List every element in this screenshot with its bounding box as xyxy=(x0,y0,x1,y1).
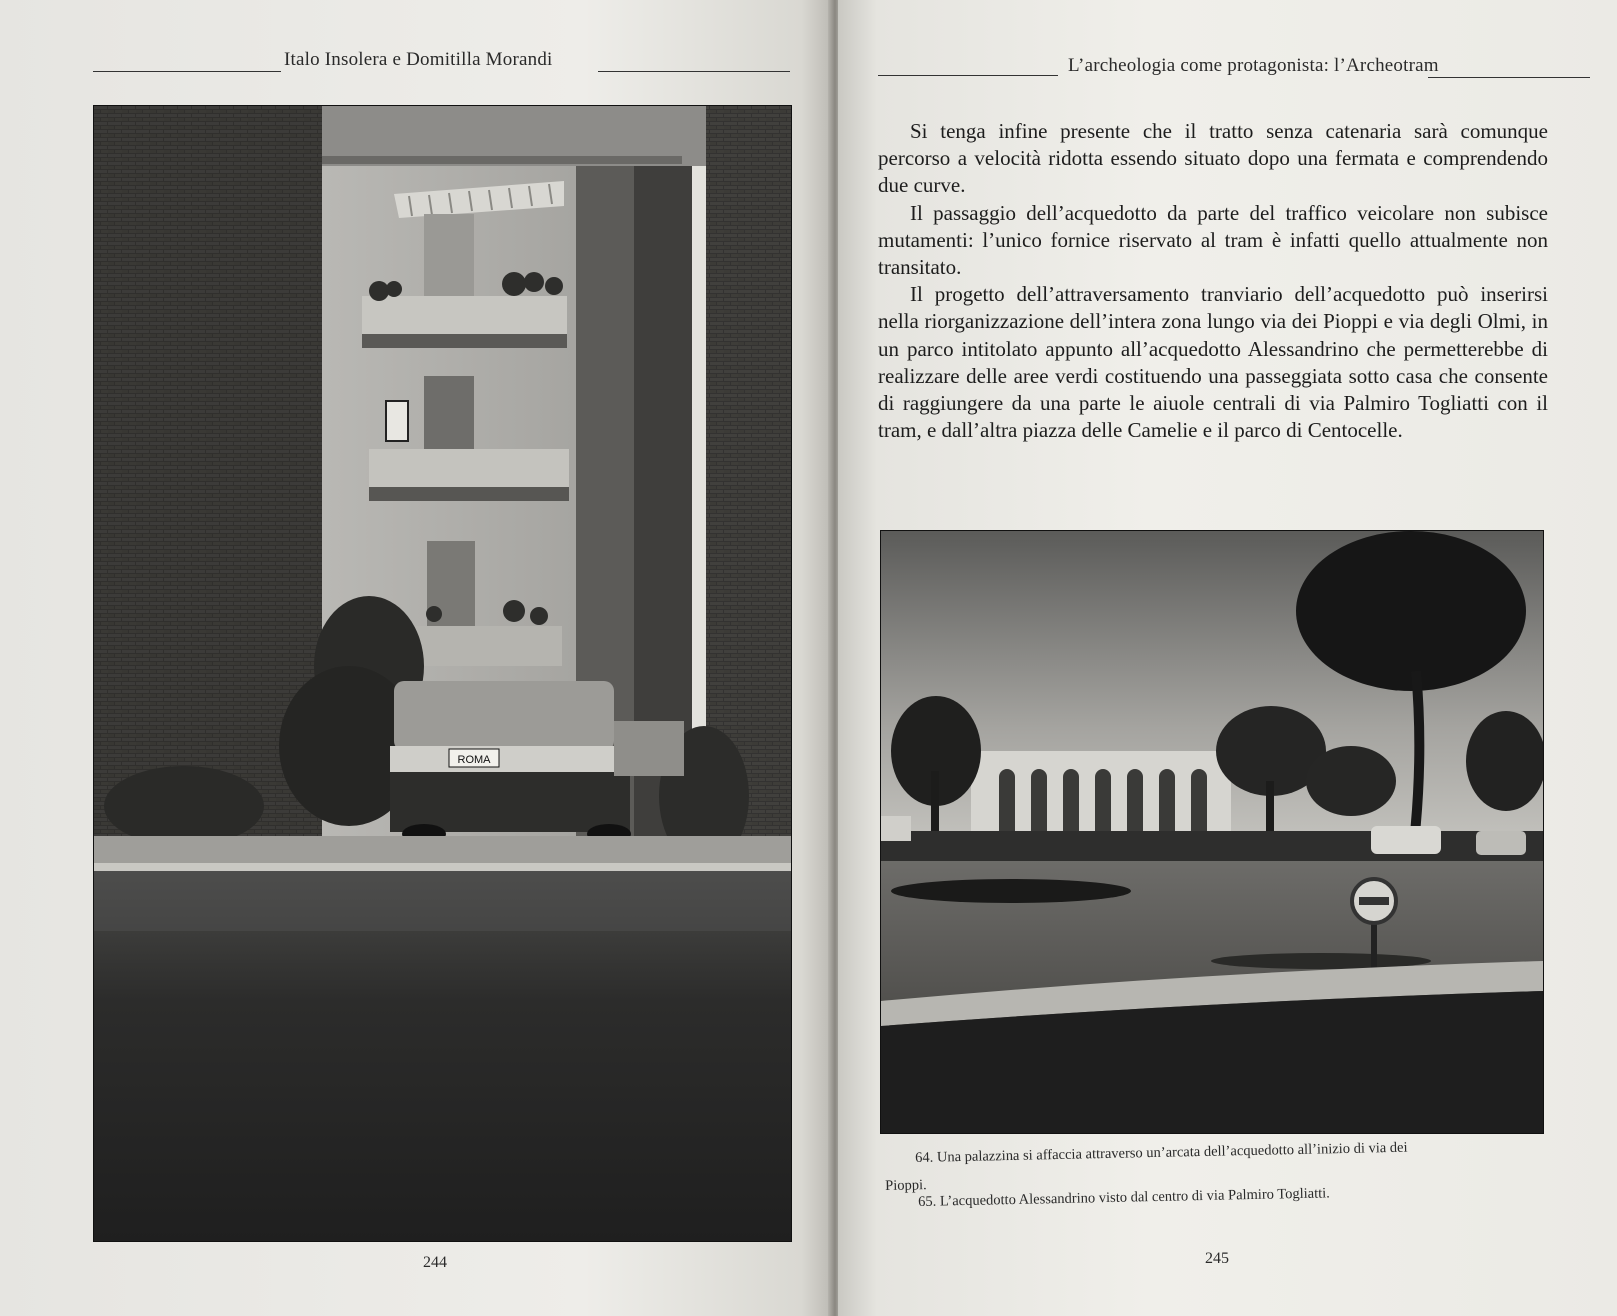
caption-64-line2: Pioppi. xyxy=(885,1177,927,1194)
running-head-left: Italo Insolera e Domitilla Morandi xyxy=(284,49,553,70)
paragraph-2: Il passaggio dell’acquedotto da parte del traffico veicolare non subisce mutamenti: l’unico fornice riservato al tram è infatti quello attualmente non transitato. xyxy=(878,200,1548,280)
page-number-left: 244 xyxy=(423,1254,447,1271)
license-plate: ROMA xyxy=(457,754,491,766)
caption-65: 65. L’acquedotto Alessandrino visto dal centro di via Palmiro Togliatti. xyxy=(918,1185,1331,1210)
body-text xyxy=(878,118,1548,444)
paragraph-3: Il progetto dell’attraversamento tranviario dell’acquedotto può inserirsi nella riorganizzazione dell’intera zona lungo via dei Pioppi e via degli Olmi, in un parco intitolato appunto all’acquedotto Alessandrino che permetterebbe di realizzare delle aree verdi costituendo una passeggiata sotto casa che consente di raggiungere da una parte le aiuole centrali di via Palmiro Togliatti con il tram, e dall’altra piazza delle Camelie e il parco di Centocelle. xyxy=(878,282,1548,443)
header-rule-left xyxy=(93,71,281,72)
aqueduct-park-photo xyxy=(880,530,1544,1134)
building-car-photo xyxy=(93,105,792,1242)
header-rule-left xyxy=(878,75,1058,76)
paragraph-1: Si tenga infine presente che il tratto senza catenaria sarà comunque percorso a velocità ridotta essendo situato dopo una fermata e comprendendo due curve. xyxy=(878,119,1548,198)
caption-64-line1: 64. Una palazzina si affaccia attraverso un’arcata dell’acquedotto all’inizio di via dei xyxy=(915,1139,1408,1166)
header-rule-right xyxy=(598,71,790,72)
running-head-right: L’archeologia come protagonista: l’Archeotram xyxy=(1068,55,1439,76)
page-number-right: 245 xyxy=(1205,1250,1229,1267)
header-rule-right xyxy=(1428,77,1590,78)
